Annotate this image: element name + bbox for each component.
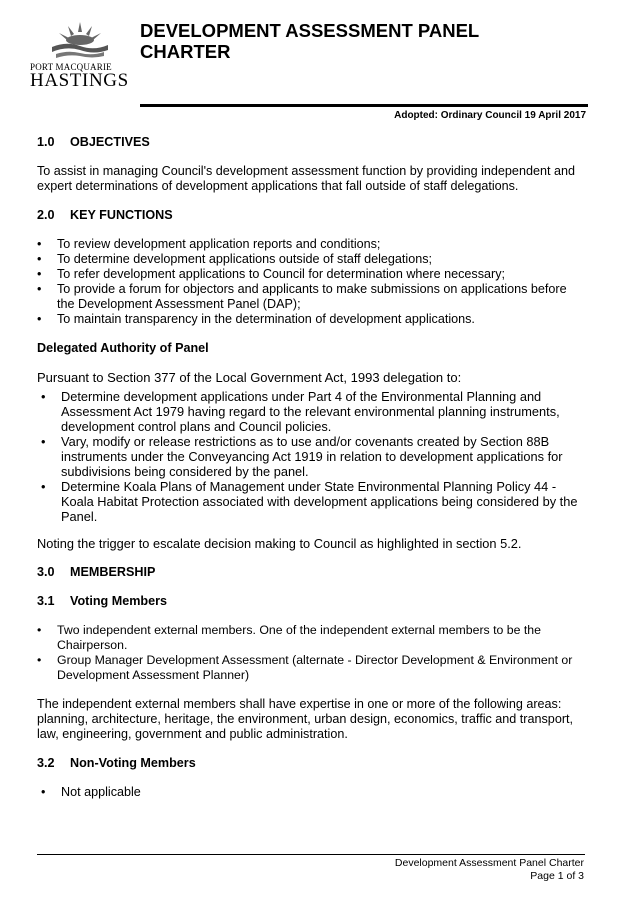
logo-text-main: HASTINGS bbox=[30, 70, 129, 91]
title-line-2: CHARTER bbox=[140, 41, 231, 62]
list-item: • Determine Koala Plans of Management under State Environmental Planning Policy 44 - Koala Habitat Protection associated with development applications being considered by the Panel. bbox=[37, 479, 585, 524]
footer-document-name: Development Assessment Panel Charter bbox=[394, 857, 584, 869]
delegated-note: Noting the trigger to escalate decision making to Council as highlighted in section 5.2. bbox=[37, 536, 522, 551]
voting-members-list bbox=[37, 623, 585, 683]
section-number: 3.2 bbox=[37, 756, 55, 770]
list-item: • To refer development applications to Council for determination where necessary; bbox=[37, 267, 585, 282]
key-functions-list bbox=[37, 237, 585, 327]
list-item: • To provide a forum for objectors and applicants to make submissions on applications before the Development Assessment Panel (DAP); bbox=[37, 282, 585, 312]
list-item: • Two independent external members. One of the independent external members to be the Chairperson. bbox=[37, 623, 585, 653]
delegated-list bbox=[37, 389, 585, 524]
section-title: Voting Members bbox=[70, 594, 168, 608]
header-divider bbox=[140, 104, 588, 107]
objectives-text: To assist in managing Council's development assessment function by providing independent and expert determinations of development applications that fall outside of staff delegations. bbox=[37, 164, 575, 193]
list-item: • To determine development applications outside of staff delegations; bbox=[37, 252, 585, 267]
voting-members-text: The independent external members shall have expertise in one or more of the following areas: planning, architecture, heritage, the environment, urban design, economics, traffic and transport, law, engineering, government and public administration. bbox=[37, 697, 574, 741]
council-logo bbox=[30, 20, 130, 90]
section-number: 3.0 bbox=[37, 565, 55, 579]
delegated-intro: Pursuant to Section 377 of the Local Government Act, 1993 delegation to: bbox=[37, 370, 462, 385]
adopted-date: Adopted: Ordinary Council 19 April 2017 bbox=[394, 110, 586, 121]
section-title: Non-Voting Members bbox=[70, 756, 196, 770]
section-heading-objectives bbox=[37, 135, 585, 150]
section-title: KEY FUNCTIONS bbox=[70, 208, 173, 222]
list-item: • To review development application reports and conditions; bbox=[37, 237, 585, 252]
logo-text-top: PORT MACQUARIE bbox=[30, 62, 112, 72]
list-item: • Determine development applications under Part 4 of the Environmental Planning and Assessment Act 1979 having regard to the relevant environmental planning instruments, development control plans and Council policies. bbox=[37, 389, 585, 434]
waves-sun-icon bbox=[48, 20, 112, 60]
list-item: • Not applicable bbox=[37, 785, 585, 800]
page-footer bbox=[395, 857, 584, 883]
footer-divider bbox=[37, 854, 585, 855]
section-title: MEMBERSHIP bbox=[70, 565, 156, 579]
delegated-authority-heading: Delegated Authority of Panel bbox=[37, 341, 209, 355]
title-line-1: DEVELOPMENT ASSESSMENT PANEL bbox=[140, 20, 480, 41]
footer-page-number: Page 1 of 3 bbox=[530, 870, 584, 882]
section-heading-key-functions bbox=[37, 208, 585, 223]
subsection-heading-voting bbox=[37, 594, 585, 609]
section-number: 3.1 bbox=[37, 594, 55, 608]
section-number: 2.0 bbox=[37, 208, 55, 222]
non-voting-list bbox=[37, 785, 585, 800]
list-item: • To maintain transparency in the determination of development applications. bbox=[37, 312, 585, 327]
document-title bbox=[140, 20, 479, 62]
document-body bbox=[37, 135, 585, 800]
list-item: • Vary, modify or release restrictions as to use and/or covenants created by Section 88B instruments under the Conveyancing Act 1919 in relation to development applications for subdivisions being considered by the panel. bbox=[37, 434, 585, 479]
subsection-heading-non-voting bbox=[37, 756, 585, 771]
section-title: OBJECTIVES bbox=[70, 135, 150, 149]
section-heading-membership bbox=[37, 565, 585, 580]
list-item: • Group Manager Development Assessment (alternate - Director Development & Environment or Development Assessment Planner) bbox=[37, 653, 585, 683]
section-number: 1.0 bbox=[37, 135, 55, 149]
